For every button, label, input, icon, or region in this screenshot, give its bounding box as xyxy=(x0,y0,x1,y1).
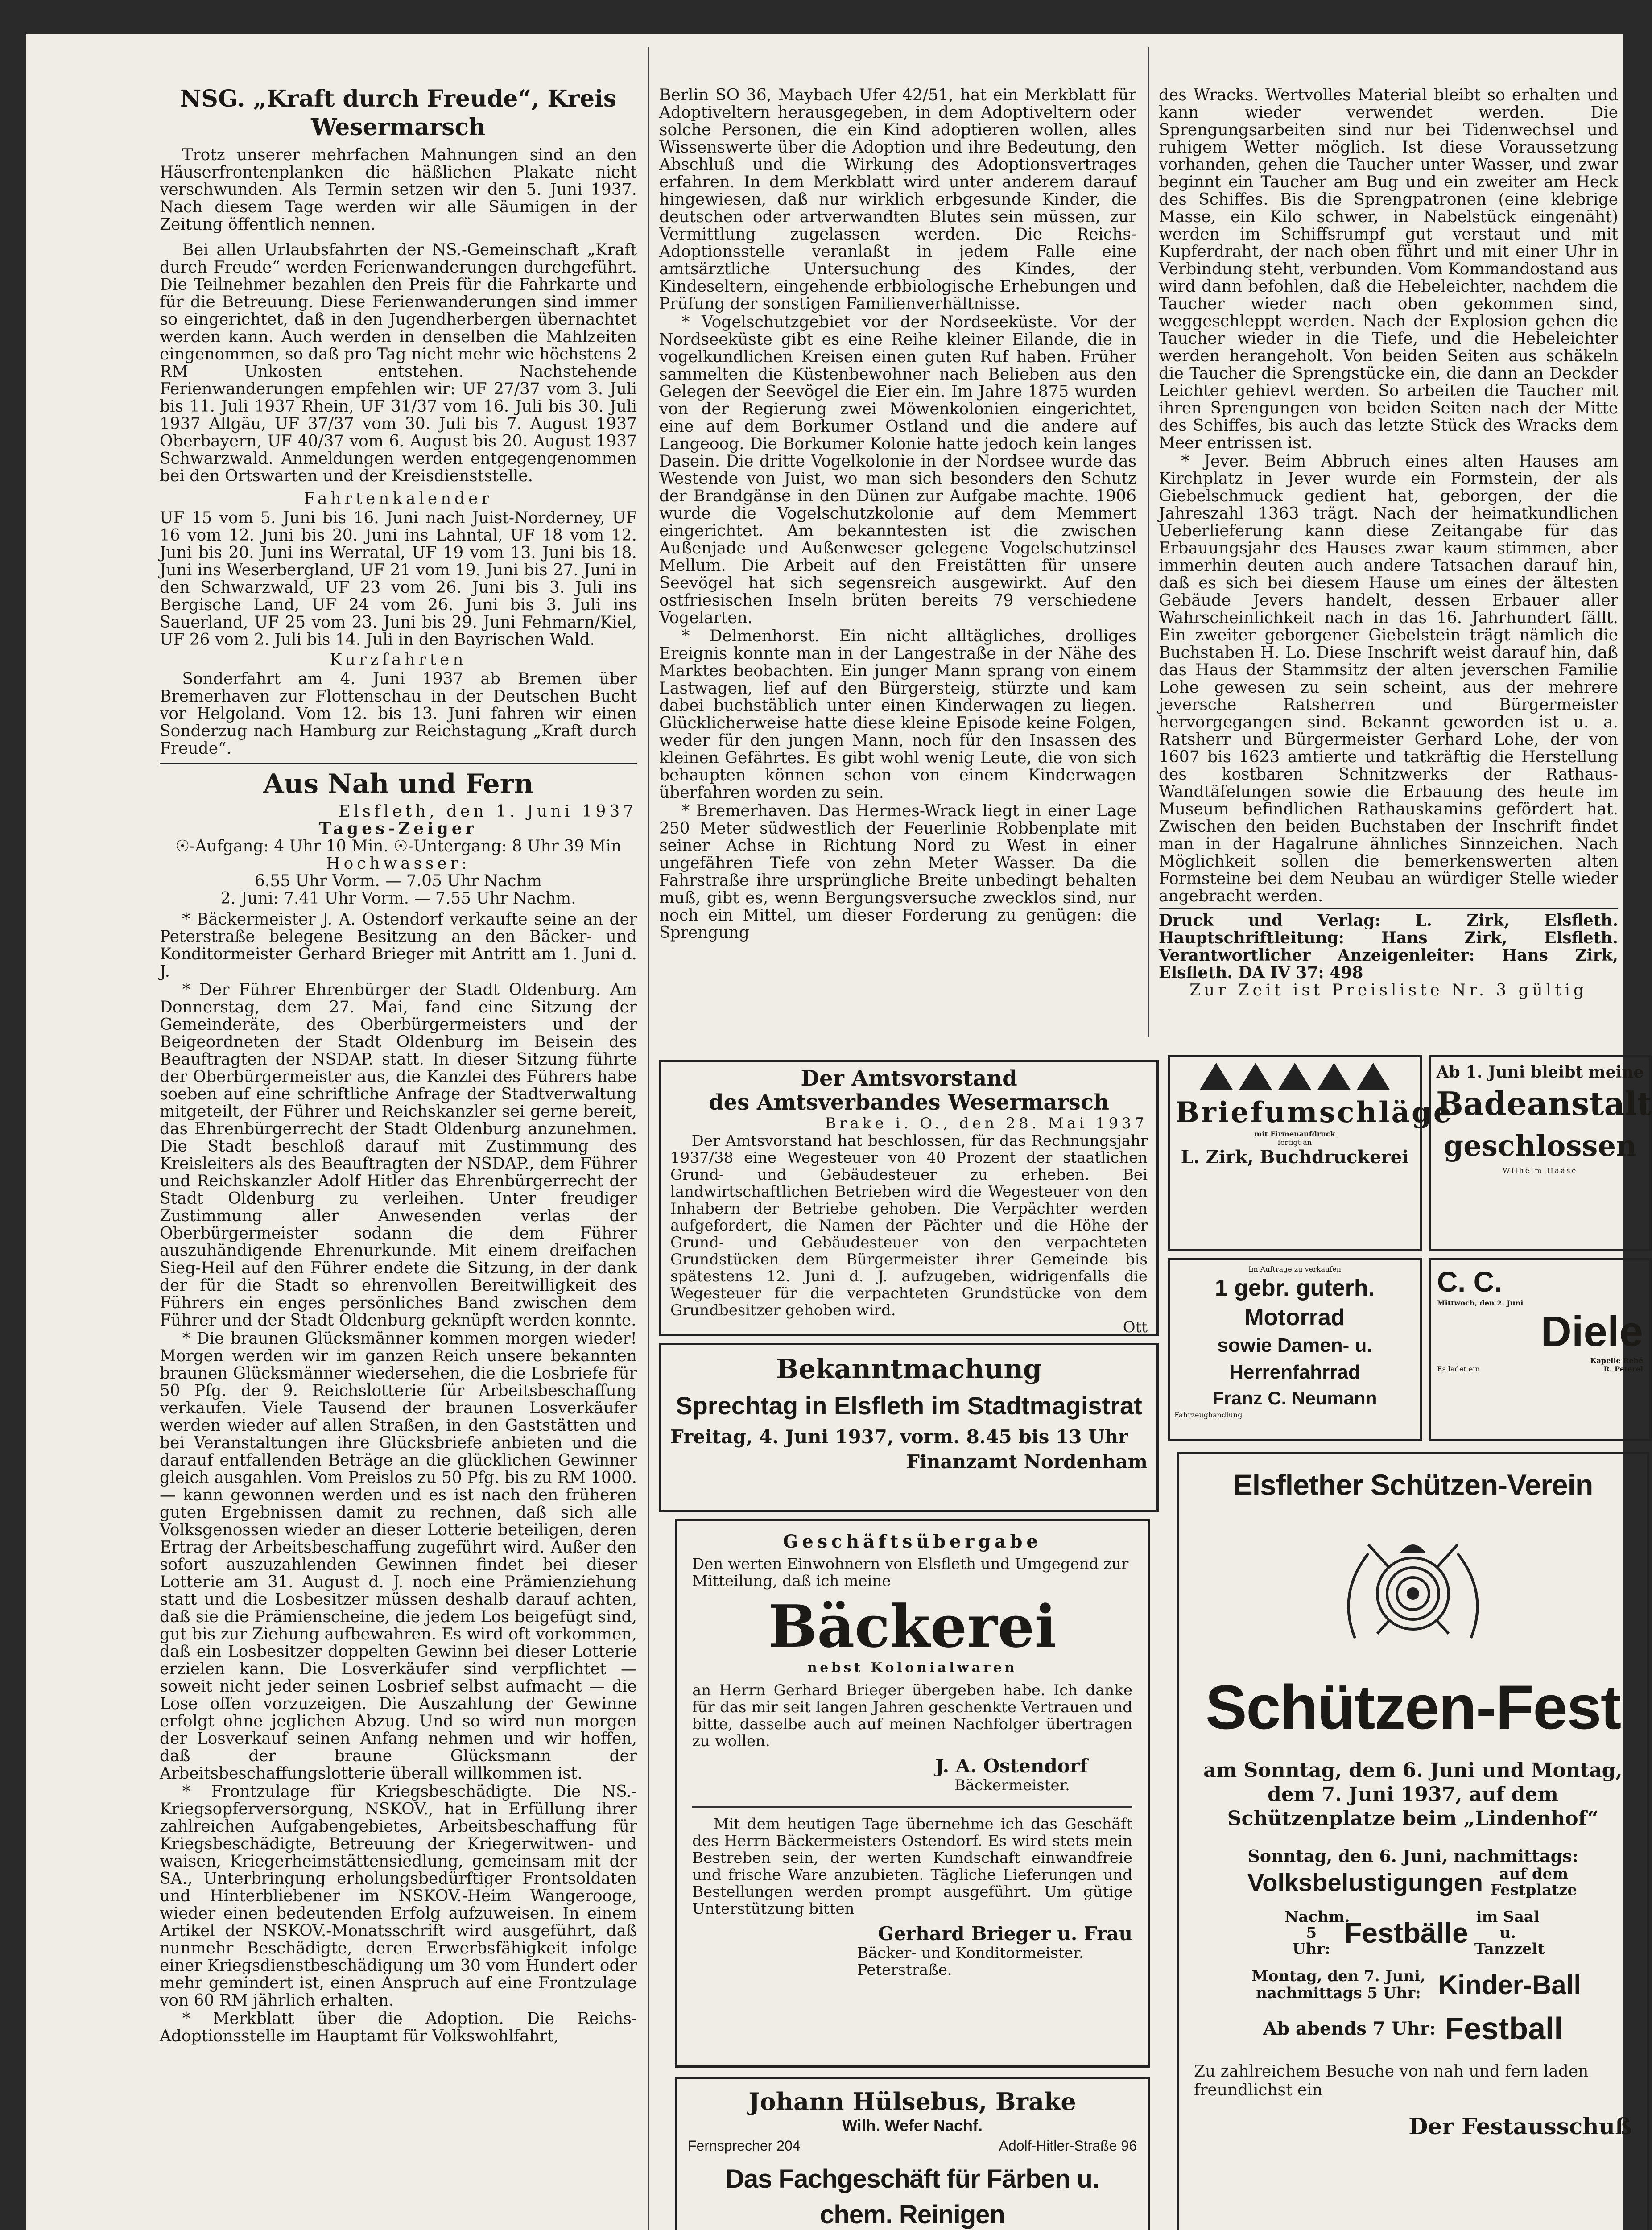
ad-highlight: Kinder-Ball xyxy=(1438,1970,1582,2000)
ad-line: Kapelle Rebé xyxy=(1590,1356,1643,1365)
ad-amtsvorstand xyxy=(659,1060,1159,1336)
ad-line: Ab 1. Juni bleibt meine xyxy=(1436,1063,1644,1082)
article-text: des Wracks. Wertvolles Material bleibt so erhalten und kann wieder verwendet werden. Die Sprengungsarbeiten sind nur bei Tidenwechsel und ruhigem Wetter möglich. Ist diese Voraussetzung vorhanden, gehen die Taucher unter Wasser, und zwar beginnt ein Taucher am Bug und ein zweiter am Heck des Schiffes. Bis die Sprengpatronen (eine klebrige Masse, ein Kilo schwer, in Nabelstück eingenäht) werden im Schiffsrumpf gut verstaut und mit Kupferdraht, der nach oben führt und mit einer Uhr in Verbindung steht, verbunden. Vom Kommandostand aus wird dann befohlen, daß die Hebeleichter, nachdem die Taucher wieder nach oben gekommen sind, weggeschleppt werden. Nach der Explosion gehen die Taucher wieder in die Tiefe, und die Hebeleichter werden herangeholt. Von beiden Seiten aus schäkeln die Taucher die Sprengstücke ein, die dann an Deckder Leichter gehievt werden. So arbeiten die Taucher mit ihren Sprengungen von beiden Seiten nach der Mitte des Schiffes, bis auch das letzte Stück des Wracks dem Meer entrissen ist. xyxy=(1159,86,1618,452)
article-text: * Delmenhorst. Ein nicht alltägliches, drolliges Ereignis konnte man in der Langestraße in der Nähe des Marktes beobachten. Ein junger Mann sprang von einem Lastwagen, lief auf den Bürgersteig, stürzte und kam dabei buchstäblich unter einen Kinderwagen zu liegen. Glücklicherweise hatte diese kleine Episode keine Folgen, weder für den jungen Mann, noch für den Insassen des kleinen Gefährtes. Es gibt wohl wenig Leute, die von sich behaupten können schon von einem Kinderwagen überfahren worden zu sein. xyxy=(659,627,1136,802)
ad-line: Fahrzeughandlung xyxy=(1174,1411,1243,1419)
article-text: Berlin SO 36, Maybach Ufer 42/51, hat ein Merkblatt für Adoptiveltern herausgegeben, in dem Adoptiveltern oder solche Personen, die ein Kind adoptieren wollen, alles Wissenswerte über die Adoption und ihre Bedeutung, den Abschluß und die Wirkung des Adoptionsvertrages erfahren. In dem Merkblatt wird unter anderem darauf hingewiesen, daß nur wirklich erbgesunde Kinder, die deutschen oder artverwandten Blutes sein müssen, zur Vermittlung zugelassen werden. Die Reichs-Adoptionsstelle veranlaßt in jedem Falle eine amtsärztliche Untersuchung des Kindes, der Kindeseltern, eingehende erbbiologische Erhebungen und Prüfung der sonstigen Familienverhältnisse. xyxy=(659,86,1136,313)
article-text: * Die braunen Glücksmänner kommen morgen wieder! Morgen werden wir im ganzen Reich unsere bekannten braunen Glücksmänner wiedersehen, die die Losbriefe für 50 Pfg. der 9. Reichslotterie für Arbeitsbeschaffung verkaufen. Viele Tausend der braunen Losverkäufer werden wieder auf allen Straßen, in den Gaststätten und bei Veranstaltungen ihre Glücksbriefe anbieten und die darauf entfallenden Beträge an die glücklichen Gewinner gleich ausgahlen. Vom Preislos zu 50 Pfg. bis zu RM 1000.— kann gewonnen werden und es ist nach den früheren guten Ergebnissen damit zu rechnen, daß sich alle Volksgenossen wieder an dieser Lotterie beteiligen, deren Ertrag der Arbeitsbeschaffung zugeführt wird. Außer den sofort auszuzahlenden Gewinnen findet bei dieser Lotterie am 31. August d. J. noch eine Prämienziehung statt und die Losbesitzer müssen deshalb darauf achten, daß sie die Prämienscheine, die jedem Los beigefügt sind, gut bis zur Ziehung aufbewahren. Es wird oft vorkommen, daß ein Losbesitzer doppelten Gewinn bei dieser Lotterie erzielen kann. Die Losverkäufer sind verpflichtet — soweit nicht jeder seinen Losbrief selbst aufmacht — die Lose offen vorzuzeigen. Die Auszahlung der Gewinne erfolgt ohne jeglichen Abzug. Und so wird nun morgen der Losverkauf seinen Anfang nehmen und wir hoffen, daß der braune Glücksmann der Arbeitsbeschaffungslotterie überall willkommen ist. xyxy=(160,1330,637,1783)
ad-title: des Amtsverbandes Wesermarsch xyxy=(709,1090,1109,1115)
phone: Fernsprecher 204 xyxy=(688,2138,801,2154)
ad-signature: R. Peterel xyxy=(1603,1365,1643,1373)
dateline: Elsfleth, den 1. Juni 1937 xyxy=(338,802,637,821)
article-text: * Der Führer Ehrenbürger der Stadt Oldenburg. Am Donnerstag, dem 27. Mai, fand eine Sitzung der Gemeinderäte, des Oberbürgermeisters und der Beigeordneten der Stadt Oldenburg im Beisein des Beauftragten der NSDAP. statt. In dieser Sitzung führte der Oberbürgermeister aus, die Kanzlei des Führers habe soeben auf eine schriftliche Anfrage der Stadtverwaltung mitgeteilt, der Führer und Reichskanzler sei gerne bereit, das Ehrenbürgerrecht der Stadt Oldenburg anzunehmen. Die Stadt beschloß darauf mit Zustimmung des Kreisleiters als des Beauftragten der NSDAP., dem Führer und Reichskanzler Adolf Hitler das Ehrenbürgerrecht der Stadt Oldenburg zu verleihen. Unter freudiger Zustimmung aller Anwesenden verlas der Oberbürgermeister sodann die dem Führer auszuhändigende Ehrenurkunde. Mit einem dreifachen Sieg-Heil auf den Führer endete die Sitzung, in der dank der für die Stadt so ehrenvollen Bereitwilligkeit des Führers ein enges persönliches Band zwischen dem Führer und der Stadt Oldenburg geknüpft werden konnte. xyxy=(160,981,637,1330)
ad-line: Mittwoch, den 2. Juni xyxy=(1437,1299,1524,1307)
ad-briefumschlaege xyxy=(1168,1055,1454,1251)
ad-line xyxy=(688,2138,1137,2154)
ad-highlight: Volksbelustigungen xyxy=(1247,1868,1483,1896)
hochwasser-line: 2. Juni: 7.41 Uhr Vorm. — 7.55 Uhr Nachm. xyxy=(220,889,576,908)
article-text: * Bäckermeister J. A. Ostendorf verkaufte seine an der Peterstraße belegene Besitzung an den Bäcker- und Konditormeister Gerhard Brieger mit Antritt am 1. Juni d. J. xyxy=(160,910,637,981)
article-text: * Bremerhaven. Das Hermes-Wrack liegt in einer Lage 250 Meter südwestlich der Feuerlinie Robbenplate mit seiner Achse in Richtung Nord zu West in einer ungefähren Tiefe von zehn Meter Wasser. Da die Fahrstraße ihre ursprüngliche Breite unbedingt behalten muß, gibt es, wenn Bergungsversuche zwecklos sind, nur noch ein Mittel, um dieser Forderung zu genügen: die Sprengung xyxy=(659,802,1136,942)
ad-signature: Ott xyxy=(1123,1318,1148,1336)
article-text: Trotz unserer mehrfachen Mahnungen sind an den Häuserfrontenplanken die häßlichen Plakate nicht verschwunden. Als Termin setzen wir den 5. Juni 1937. Nach diesem Tage werden wir alle Säumigen in der Zeitung öffentlich nennen. xyxy=(160,146,637,234)
ad-row xyxy=(1194,1968,1632,2002)
divider xyxy=(160,763,637,764)
imprint: Druck und Verlag: L. Zirk, Elsfleth. Hauptschriftleitung: Hans Zirk, Elsfleth. Verantwortlicher Anzeigenleiter: Hans Zirk, Elsfleth. DA IV 37: 498 xyxy=(1159,911,1618,982)
article-text: UF 15 vom 5. Juni bis 16. Juni nach Juist-Norderney, UF 16 vom 12. Juni bis 20. Juni ins Lahntal, UF 18 vom 12. Juni bis 20. Juni ins Werratal, UF 19 vom 13. Juni bis 18. Juni ins Weserbergland, UF 21 vom 19. Juni bis 27. Juni in den Schwarzwald, UF 23 vom 26. Juni bis 3. Juli ins Bergische Land, UF 24 vom 26. Juni bis 3. Juli ins Sauerland, UF 25 vom 23. Juni bis 29. Juni Fehmarn/Kiel, UF 26 vom 2. Juli bis 14. Juli in den Bayrischen Wald. xyxy=(160,509,637,649)
ad-signature: J. A. Ostendorf xyxy=(935,1755,1088,1777)
ad-text: an Herrn Gerhard Brieger übergeben habe. Ich danke für das mir seit langen Jahren geschenkte Vertrauen und bitte, dasselbe auch auf meinen Nachfolger übertragen zu wollen. xyxy=(692,1681,1132,1750)
ad-signature-sub: Bäckermeister. xyxy=(954,1776,1070,1794)
ad-title: Schützen-Fest xyxy=(1205,1672,1621,1742)
ad-motorrad xyxy=(1168,1258,1422,1441)
ad-title: Elsflether Schützen-Verein xyxy=(1233,1468,1593,1501)
ad-bekanntmachung xyxy=(659,1343,1159,1512)
fahrtenkalender-heading: Fahrtenkalender xyxy=(304,490,493,508)
ad-cc-diele xyxy=(1429,1258,1652,1441)
ad-body: Der Amtsvorstand hat beschlossen, für das Rechnungsjahr 1937/38 eine Wegesteuer von 40 Prozent der staatlichen Grund- und Gebäudesteuer zu erheben. Bei landwirtschaftlichen Betrieben wird die Wegesteuer von den Inhabern der Betriebe gehoben. Die Verpächter werden aufgefordert, die Namen der Pächter und die Höhe der Grund- und Gebäudesteuer von den verpachteten Grundstücken dem Bürgermeister ihrer Gemeinde bis spätestens 12. Juni d. J. aufzugeben, widrigenfalls die Wegesteuer für die verpachteten Grundstücke von dem Grundbesitzer gehoben wird. xyxy=(670,1132,1148,1319)
ad-text: Mit dem heutigen Tage übernehme ich das Geschäft des Herrn Bäckermeisters Ostendorf. Es wird stets mein Bestreben sein, der werten Kundschaft einwandfreie und frische Ware anzubieten. Tägliche Lieferungen und Bestellungen werden prompt ausgeführt. Um gütige Unterstützung bitten xyxy=(692,1815,1132,1918)
ad-text: Den werten Einwohnern von Elsfleth und Umgegend zur Mitteilung, daß ich meine xyxy=(692,1555,1129,1590)
newspaper-page xyxy=(26,34,1652,2230)
ad-title: Der Amtsvorstand xyxy=(801,1066,1017,1091)
ad-text: Es ladet ein xyxy=(1437,1365,1480,1373)
article-text: * Jever. Beim Abbruch eines alten Hauses am Kirchplatz in Jever wurde ein Formstein, der als Giebelschmuck gedient hat, geborgen, der die Jahreszahl 1363 trägt. Nach der heimatkundlichen Ueberlieferung kann diese Zeitangabe für das Erbauungsjahr des Hauses zwar kaum stimmen, aber immerhin deuten auch andere Tatsachen darauf hin, daß es sich bei diesem Hause um eines der ältesten Gebäude Jevers handelt, dessen Erbauer aller Wahrscheinlichkeit nach in das 16. Jahrhundert fällt. Ein zweiter geborgener Giebelstein trägt nämlich die Buchstaben H. Lo. Diese Inschrift weist darauf hin, daß das Haus der Stammsitz der alten jeverschen Familie Lohe gewesen zu sein scheint, aus der mehrere jeversche Ratsherren und Bürgermeister hervorgegangen sind. Bekannt geworden ist u. a. Ratsherr und Bürgermeister Gerhard Lohe, der von 1607 bis 1623 amtierte und tatkräftig die Herstellung des kostbaren Schnitzwerks der Rathaus-Wandtäfelungen sowie die Erbauung des heute im Museum befindlichen Rathauskamins gefördert hat. Zwischen den beiden Buchstaben der Inschrift findet man in der Hagalrune ähnliches Sinnzeichen. Nach Möglichkeit sollen die bemerkenswerten alten Formsteine bei dem Neubau an würdiger Stelle wieder angebracht werden. xyxy=(1159,452,1618,905)
ad-subtitle: nebst Kolonialwaren xyxy=(807,1660,1018,1676)
ad-text: Montag, den 7. Juni, nachmittags 5 Uhr: xyxy=(1251,1967,1425,2002)
ad-line: sowie Damen- u. Herrenfahrrad xyxy=(1217,1334,1372,1383)
kurzfahrten-heading: Kurzfahrten xyxy=(330,651,467,669)
column-3 xyxy=(1159,87,1618,1050)
hochwasser-heading: Hochwasser: xyxy=(326,855,471,873)
ad-schuetzenfest xyxy=(1177,1452,1649,2230)
article-text: * Merkblatt über die Adoption. Die Reichs-Adoptionsstelle im Hauptamt für Volkswohlfahrt, xyxy=(160,2010,637,2045)
article-text: * Vogelschutzgebiet vor der Nordseeküste. Vor der Nordseeküste gibt es eine Reihe kleiner Eilande, die in vogelkundlichen Kreisen einen guten Ruf haben. Früher sammelten die Küstenbewohner nach Belieben aus den Gelegen der Seevögel die Eier ein. Im Jahre 1875 wurden von der Regierung zwei Möwenkolonien eingerichtet, eine auf dem Borkumer Ostland und die andere auf Langeoog. Die Borkumer Kolonie hatte jedoch kein langes Dasein. Die dritte Vogelkolonie in der Nordsee wurde das Westende von Juist, wo man sich besonders den Schutz der Brandgänse in den Dünen zur Aufgabe machte. 1906 wurde die Vogelschutzkolonie auf dem Memmert eingerichtet. Am bekanntesten ist die zwischen Außenjade und Außenweser gelegene Vogelschutzinsel Mellum. Die Arbeit auf den Freistätten für unsere Seevögel hat sich segensreich ausgewirkt. Auf den ostfriesischen Inseln brüten bereits 79 verschiedene Vogelarten. xyxy=(659,313,1136,627)
ad-signature: Gerhard Brieger u. Frau xyxy=(878,1923,1132,1945)
ad-signature-sub: Peterstraße. xyxy=(857,1961,952,1979)
ad-highlight: Festball xyxy=(1445,2011,1563,2046)
ad-row xyxy=(1194,1909,1632,1957)
ad-text: Zu zahlreichem Besuche von nah und fern laden freundlichst ein xyxy=(1194,2062,1589,2099)
address: Adolf-Hitler-Straße 96 xyxy=(999,2138,1137,2154)
ad-text: auf dem Festplatze xyxy=(1490,1865,1578,1899)
ad-text: Ab abends 7 Uhr: xyxy=(1263,2018,1436,2039)
ad-huelsebus xyxy=(675,2077,1150,2230)
target-emblem-icon xyxy=(1328,1527,1498,1660)
kdf-headline: NSG. „Kraft durch Freude“, Kreis Wesermarsch xyxy=(180,85,617,141)
sun-times: ☉-Aufgang: 4 Uhr 10 Min. ☉-Untergang: 8 Uhr 39 Min xyxy=(175,837,622,855)
ad-title: Johann Hülsebus, Brake xyxy=(748,2087,1076,2116)
ad-line: Wilh. Wefer Nachf. xyxy=(842,2116,983,2135)
divider xyxy=(692,1806,1132,1808)
ad-line: fertigt an xyxy=(1277,1138,1312,1147)
ad-line: L. Zirk, Buchdruckerei xyxy=(1181,1147,1409,1168)
ad-signature: Wilhelm Haase xyxy=(1502,1166,1578,1175)
ad-title: Bekanntmachung xyxy=(776,1354,1042,1385)
ad-highlight: Festbälle xyxy=(1344,1917,1468,1949)
ad-title: Briefumschläge xyxy=(1175,1096,1454,1129)
column-2 xyxy=(659,87,1136,1050)
ad-text: im Saal u. Tanzzelt xyxy=(1474,1908,1545,1958)
ad-baeckerei xyxy=(675,1519,1150,2068)
tages-zeiger-heading: Tages-Zeiger xyxy=(319,819,478,838)
ad-badeanstalt xyxy=(1429,1055,1652,1251)
ad-title: geschlossen xyxy=(1443,1129,1637,1163)
preisliste-note: Zur Zeit ist Preisliste Nr. 3 gültig xyxy=(1189,981,1587,999)
ad-line: Finanzamt Nordenham xyxy=(906,1451,1148,1473)
column-1 xyxy=(160,82,637,2230)
ad-title: Das Fachgeschäft für Färben u. chem. Reinigen xyxy=(726,2164,1099,2229)
section-headline: Aus Nah und Fern xyxy=(263,768,533,800)
ad-dates: am Sonntag, dem 6. Juni und Montag, dem 7. Juni 1937, auf dem Schützenplatze beim „Lindenhof“ xyxy=(1203,1759,1623,1830)
ad-signature: Der Festausschuß xyxy=(1408,2113,1632,2139)
ad-line xyxy=(1437,1365,1643,1373)
ad-line: Im Auftrage zu verkaufen xyxy=(1248,1265,1341,1273)
ad-heading: Geschäftsübergabe xyxy=(783,1531,1042,1552)
hochwasser-line: 6.55 Uhr Vorm. — 7.05 Uhr Nachm xyxy=(254,872,542,890)
ad-signature-sub: Bäcker- und Konditormeister. xyxy=(857,1944,1084,1962)
ad-line: Sonntag, den 6. Juni, nachmittags: xyxy=(1247,1846,1578,1866)
ad-row xyxy=(1194,1866,1632,1898)
triangle-ornament-icon xyxy=(1175,1063,1414,1092)
ad-title: Badeanstalt xyxy=(1436,1085,1652,1123)
ad-line: Sprechtag in Elsfleth im Stadtmagistrat xyxy=(676,1392,1142,1420)
ad-line: Freitag, 4. Juni 1937, vorm. 8.45 bis 13 Uhr xyxy=(670,1426,1128,1448)
ad-title: Diele xyxy=(1540,1308,1643,1355)
article-text: * Frontzulage für Kriegsbeschädigte. Die NS.-Kriegsopferversorgung, NSKOV., hat in Erfüllung ihrer zahlreichen Aufgabengebietes, Arbeitsbeschaffung für Kriegsbeschädigte, Betreuung der Kriegerwitwen- und waisen, Kriegerheimstättensiedlung, gemeinsam mit der SA., Unterbringung erholungsbedürftiger Frontsoldaten und Hinterbliebener im NSKOV.-Heim Wangerooge, wieder einen bedeutenden Erfolg aufzuweisen. In einem Artikel der NSKOV.-Monatsschrift wird ausgeführt, daß nunmehr Beschädigte, deren Erwerbsfähigkeit infolge einer Kriegsdienstbeschädigung um 30 vom Hundert oder mehr gemindert ist, einen Anspruch auf eine Frontzulage von 60 RM jährlich erhalten. xyxy=(160,1783,637,2010)
divider xyxy=(1159,908,1618,909)
column-rule xyxy=(648,47,649,2230)
ad-title: C. C. xyxy=(1437,1266,1502,1298)
article-text: Sonderfahrt am 4. Juni 1937 ab Bremen über Bremerhaven zur Flottenschau in der Deutschen Bucht vor Helgoland. Vom 12. bis 13. Juni fahren wir einen Sonderzug nach Hamburg zur Reichstagung „Kraft durch Freude“. xyxy=(160,670,637,758)
ad-line: mit Firmenaufdruck xyxy=(1254,1130,1335,1138)
ad-row xyxy=(1194,2011,1632,2046)
ad-line: Franz C. Neumann xyxy=(1212,1388,1377,1408)
article-text: Bei allen Urlaubsfahrten der NS.-Gemeinschaft „Kraft durch Freude“ werden Ferienwanderungen durchgeführt. Die Teilnehmer bezahlen den Preis für die Fahrkarte und für die Betreuung. Diese Ferienwanderungen sind immer so eingerichtet, daß in den Jugendherbergen übernachtet werden kann. Auch werden in denselben die Mahlzeiten eingenommen, so daß pro Tag nicht mehr wie höchstens 2 RM Unkosten entstehen. Nachstehende Ferienwanderungen empfehlen wir: UF 27/37 vom 3. Juli bis 11. Juli 1937 Rhein, UF 31/37 vom 16. Juli bis 30. Juli 1937 Allgäu, UF 37/37 vom 30. Juli bis 7. August 1937 Oberbayern, UF 40/37 vom 6. August bis 20. August 1937 Schwarzwald. Anmeldungen werden entgegengenommen bei den Ortswarten und der Kreisdienststelle. xyxy=(160,241,637,485)
ad-title: Bäckerei xyxy=(768,1592,1057,1660)
column-rule xyxy=(1148,47,1149,1037)
ad-line: 1 gebr. guterh. Motorrad xyxy=(1214,1275,1375,1330)
ad-text: Nachm. 5 Uhr: xyxy=(1284,1908,1350,1958)
ad-dateline: Brake i. O., den 28. Mai 1937 xyxy=(825,1115,1148,1132)
